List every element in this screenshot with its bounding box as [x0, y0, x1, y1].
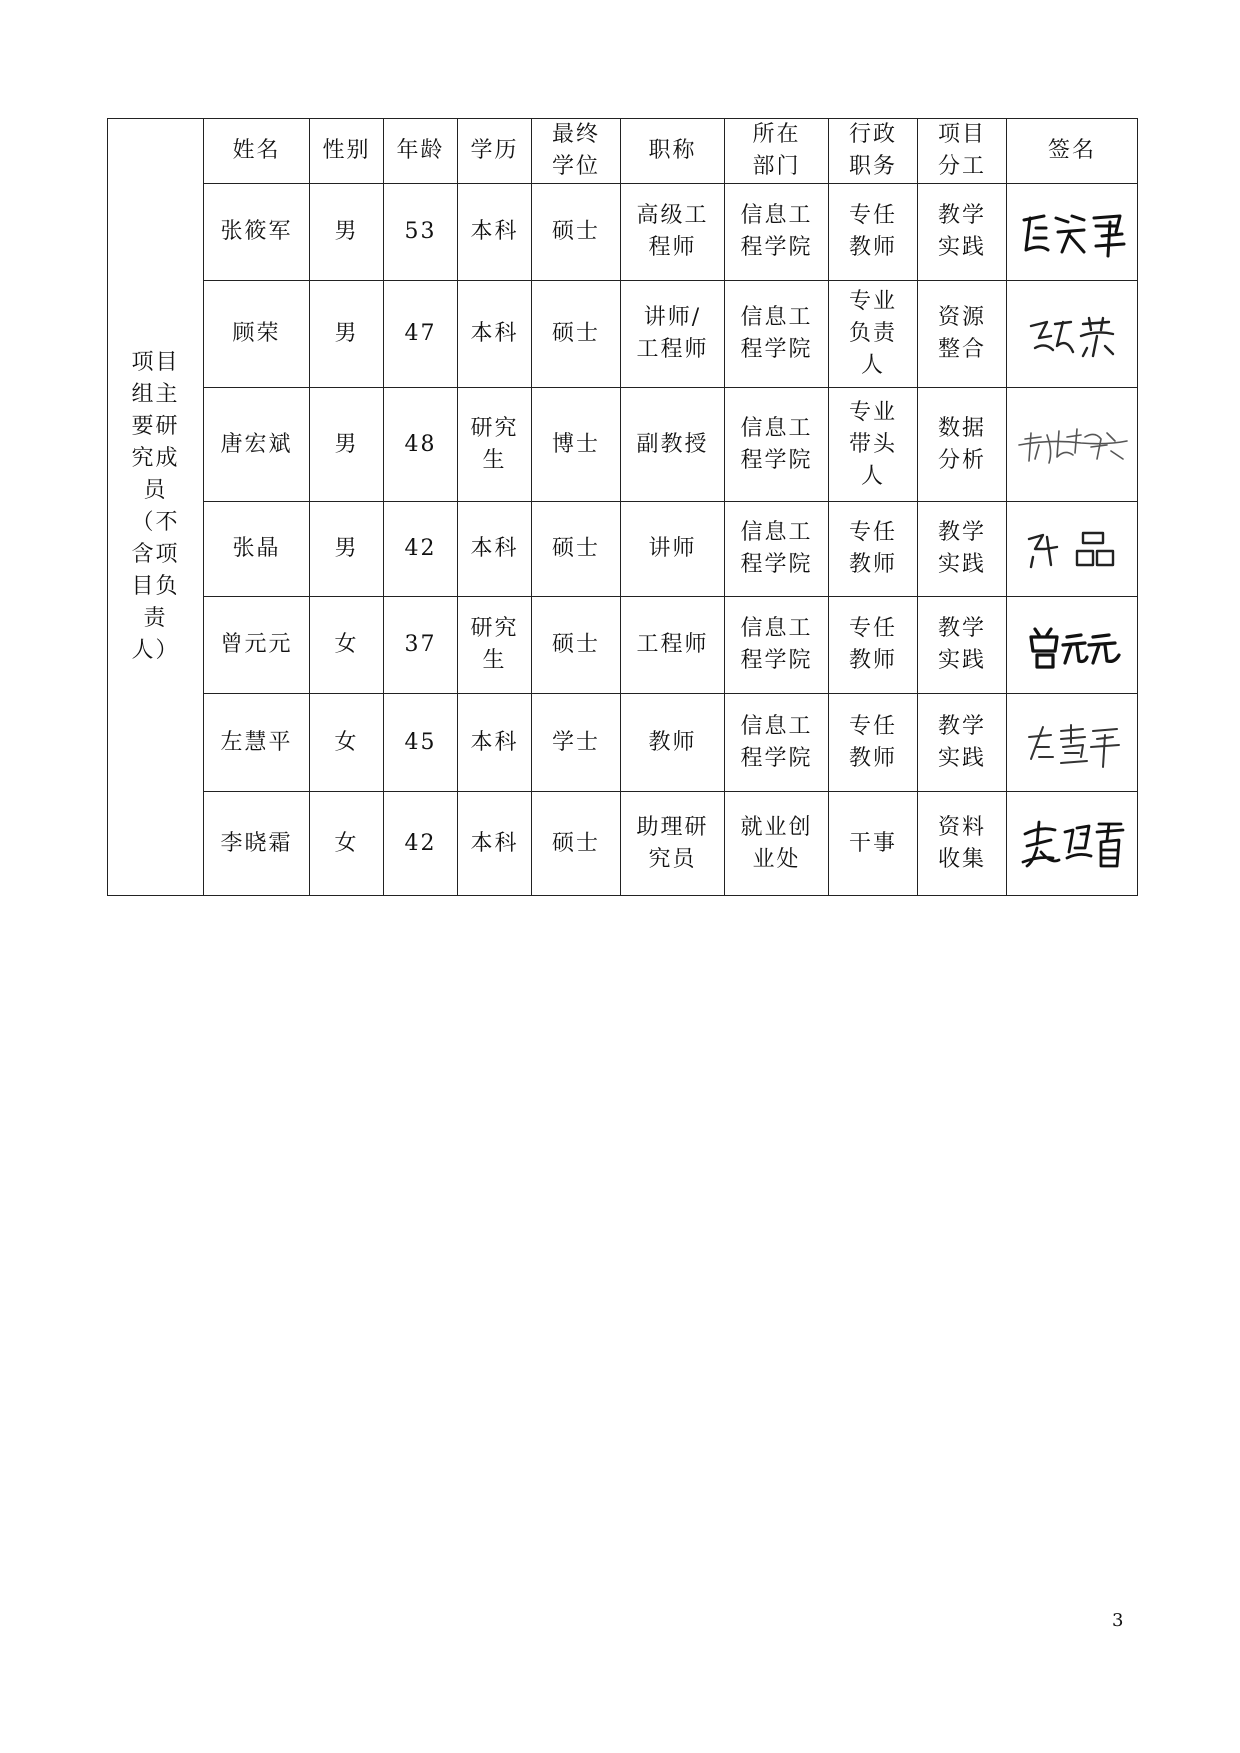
handwritten-signature	[1015, 812, 1129, 876]
handwritten-signature	[1017, 615, 1127, 675]
cell-education: 本科	[458, 502, 532, 597]
cell-education: 研究 生	[458, 597, 532, 694]
cell-position: 专任 教师	[829, 502, 918, 597]
cell-gender: 女	[310, 597, 384, 694]
cell-department: 信息工 程学院	[725, 694, 829, 792]
cell-signature	[1007, 388, 1138, 502]
table-row	[108, 597, 1138, 694]
cell-age: 53	[384, 184, 458, 281]
table-row	[108, 792, 1138, 896]
cell-role: 教学 实践	[918, 694, 1007, 792]
cell-gender: 女	[310, 792, 384, 896]
cell-age: 42	[384, 502, 458, 597]
cell-degree: 学士	[532, 694, 621, 792]
cell-role: 教学 实践	[918, 184, 1007, 281]
cell-age: 48	[384, 388, 458, 502]
cell-education: 本科	[458, 792, 532, 896]
cell-signature	[1007, 694, 1138, 792]
cell-position: 专任 教师	[829, 597, 918, 694]
cell-name: 李晓霜	[204, 792, 310, 896]
header-title: 职称	[621, 119, 725, 184]
table-row	[108, 502, 1138, 597]
cell-name: 张晶	[204, 502, 310, 597]
section-label-cell	[108, 119, 204, 896]
table-row	[108, 388, 1138, 502]
cell-title: 工程师	[621, 597, 725, 694]
cell-signature	[1007, 281, 1138, 388]
cell-signature	[1007, 502, 1138, 597]
table-row	[108, 281, 1138, 388]
cell-degree: 硕士	[532, 597, 621, 694]
cell-degree: 博士	[532, 388, 621, 502]
handwritten-signature	[1017, 519, 1127, 579]
header-role: 项目 分工	[918, 119, 1007, 184]
cell-position: 专任 教师	[829, 184, 918, 281]
cell-department: 信息工 程学院	[725, 597, 829, 694]
page-number: 3	[1112, 1610, 1124, 1631]
cell-age: 42	[384, 792, 458, 896]
cell-title: 讲师	[621, 502, 725, 597]
cell-name: 顾荣	[204, 281, 310, 388]
cell-signature	[1007, 184, 1138, 281]
cell-education: 本科	[458, 184, 532, 281]
header-degree: 最终 学位	[532, 119, 621, 184]
cell-title: 教师	[621, 694, 725, 792]
cell-role: 资源 整合	[918, 281, 1007, 388]
cell-gender: 男	[310, 388, 384, 502]
cell-gender: 男	[310, 184, 384, 281]
cell-degree: 硕士	[532, 281, 621, 388]
cell-name: 张筱军	[204, 184, 310, 281]
cell-role: 教学 实践	[918, 597, 1007, 694]
header-education: 学历	[458, 119, 532, 184]
cell-gender: 男	[310, 502, 384, 597]
cell-role: 数据 分析	[918, 388, 1007, 502]
cell-title: 助理研 究员	[621, 792, 725, 896]
header-department: 所在 部门	[725, 119, 829, 184]
header-row	[108, 119, 1138, 184]
cell-position: 专业 负责 人	[829, 281, 918, 388]
cell-signature	[1007, 597, 1138, 694]
cell-name: 曾元元	[204, 597, 310, 694]
cell-degree: 硕士	[532, 792, 621, 896]
cell-position: 干事	[829, 792, 918, 896]
cell-department: 信息工 程学院	[725, 502, 829, 597]
cell-gender: 女	[310, 694, 384, 792]
cell-education: 本科	[458, 281, 532, 388]
cell-age: 37	[384, 597, 458, 694]
header-position: 行政 职务	[829, 119, 918, 184]
cell-title: 副教授	[621, 388, 725, 502]
header-signature: 签名	[1007, 119, 1138, 184]
section-label: 项目组主要研究成员（不含项目负责人）	[131, 350, 180, 663]
cell-role: 资料 收集	[918, 792, 1007, 896]
table-row	[108, 184, 1138, 281]
handwritten-signature	[1017, 304, 1127, 364]
cell-position: 专任 教师	[829, 694, 918, 792]
handwritten-signature	[1012, 202, 1132, 262]
cell-department: 就业创 业处	[725, 792, 829, 896]
cell-degree: 硕士	[532, 502, 621, 597]
header-age: 年龄	[384, 119, 458, 184]
cell-department: 信息工 程学院	[725, 388, 829, 502]
cell-title: 讲师/ 工程师	[621, 281, 725, 388]
table-row	[108, 694, 1138, 792]
cell-department: 信息工 程学院	[725, 281, 829, 388]
cell-age: 47	[384, 281, 458, 388]
handwritten-signature	[1011, 415, 1135, 475]
research-members-table	[107, 118, 1138, 896]
cell-degree: 硕士	[532, 184, 621, 281]
handwritten-signature	[1017, 713, 1127, 773]
cell-name: 左慧平	[204, 694, 310, 792]
header-name: 姓名	[204, 119, 310, 184]
cell-position: 专业 带头 人	[829, 388, 918, 502]
header-gender: 性别	[310, 119, 384, 184]
cell-signature	[1007, 792, 1138, 896]
cell-name: 唐宏斌	[204, 388, 310, 502]
cell-title: 高级工 程师	[621, 184, 725, 281]
cell-age: 45	[384, 694, 458, 792]
cell-education: 研究 生	[458, 388, 532, 502]
cell-role: 教学 实践	[918, 502, 1007, 597]
cell-education: 本科	[458, 694, 532, 792]
cell-department: 信息工 程学院	[725, 184, 829, 281]
cell-gender: 男	[310, 281, 384, 388]
